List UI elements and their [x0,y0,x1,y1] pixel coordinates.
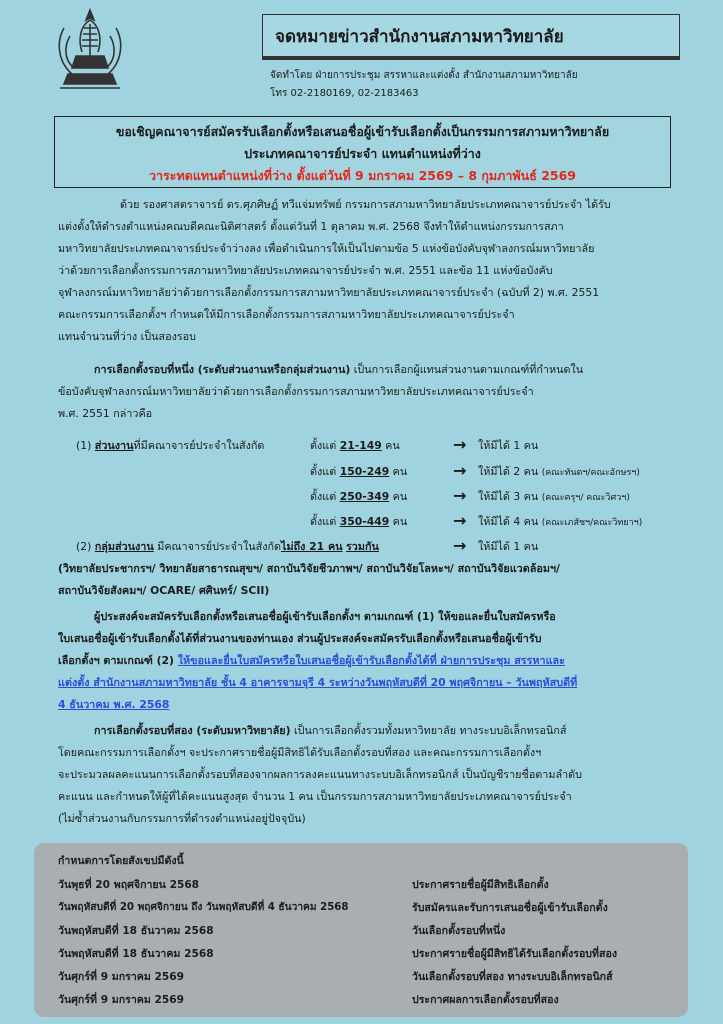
round1-rest: เป็นการเลือกผู้แทนส่วนงานตามเกณฑ์ที่กำหนดใน [350,363,584,376]
chula-crest-icon [50,6,130,94]
group-seats: ให้มีได้ 1 คน [478,540,539,553]
arrow-right-icon: → [453,536,467,555]
application-line: เลือกตั้งฯ ตามเกณฑ์ (2) ให้ขอและยื่นใบสมัครหรือใบเสนอชื่อผู้เข้ารับเลือกตั้งได้ที่ ฝ่ายการประชุม สรรหาและ [58,654,565,667]
round1-line: ข้อบังคับจุฬาลงกรณ์มหาวิทยาลัยว่าด้วยการเลือกตั้งกรรมการสภามหาวิทยาลัยประเภทคณาจารย์ประจำ [58,385,534,398]
phone-text: โทร 02-2180169, 02-2183463 [270,88,419,99]
application-line: ใบเสนอชื่อผู้เข้ารับเลือกตั้งได้ที่ส่วนงานของท่านเอง ส่วนผู้ประสงค์จะสมัครรับเลือกตั้งหรือเสนอชื่อผู้เข้ารับ [58,632,542,645]
publisher-text: จัดทำโดย ฝ่ายการประชุม สรรหาและแต่งตั้ง สำนักงานสภามหาวิทยาลัย [270,70,578,81]
round2-heading: การเลือกตั้งรอบที่สอง (ระดับมหาวิทยาลัย) [94,724,291,737]
range-seats: ให้มีได้ 2 คน (คณะทันตฯ/คณะอักษรฯ) [478,465,640,478]
group-units-list: (วิทยาลัยประชากรฯ/ วิทยาลัยสาธารณสุขฯ/ สถาบันวิจัยชีวภาพฯ/ สถาบันวิจัยโลหะฯ/ สถาบันวิจัยแวดล้อมฯ/ [58,562,560,575]
range-seats: ให้มีได้ 4 คน (คณะเภสัชฯ/คณะวิทยาฯ) [478,515,643,528]
intro-line: คณะกรรมการเลือกตั้งฯ กำหนดให้มีการเลือกตั้งกรรมการสภามหาวิทยาลัยประเภทคณาจารย์ประจำ [58,308,515,321]
application-location-link[interactable]: แต่งตั้ง สำนักงานสภามหาวิทยาลัย ชั้น 4 อาคารจามจุรี 4 ระหว่างวันพฤหัสบดีที่ 20 พฤศจิกายน – วันพฤหัสบดีที่ [58,676,578,689]
schedule-date: วันพฤหัสบดีที่ 18 ธันวาคม 2568 [58,925,214,937]
title-line-2: ประเภทคณาจารย์ประจำ แทนตำแหน่งที่ว่าง [244,146,481,161]
newsletter-title: จดหมายข่าวสำนักงานสภามหาวิทยาลัย [262,14,680,60]
range-seats: ให้มีได้ 3 คน (คณะครุฯ/ คณะวิศวฯ) [478,490,630,503]
arrow-right-icon: → [453,435,467,454]
group-units-list: สถาบันวิจัยสังคมฯ/ OCARE/ ศศินทร์/ SCII) [58,584,270,597]
schedule-event: ประกาศรายชื่อผู้มีสิทธิเลือกตั้ง [412,879,549,891]
schedule-date: วันศุกร์ที่ 9 มกราคม 2569 [58,994,185,1006]
intro-line: ด้วย รองศาสตราจารย์ ดร.ศุภศิษฏ์ ทวีแจ่มทรัพย์ กรรมการสภามหาวิทยาลัยประเภทคณาจารย์ประจำ ได้รับ [120,198,611,211]
criterion-1: (1) ส่วนงานที่มีคณาจารย์ประจำในสังกัด [76,439,265,452]
range-row: ตั้งแต่ 250-349 คน [310,490,408,503]
round2-line: คะแนน และกำหนดให้ผู้ที่ได้คะแนนสูงสุด จำนวน 1 คน เป็นกรรมการสภามหาวิทยาลัยประเภทคณาจารย์ประจำ [58,790,572,803]
round2-line: (ไม่ซ้ำส่วนงานกับกรรมการที่ดำรงตำแหน่งอยู่ปัจจุบัน) [58,812,306,825]
arrow-right-icon: → [453,461,467,480]
schedule-event: ประกาศผลการเลือกตั้งรอบที่สอง [412,994,559,1006]
round1-heading: การเลือกตั้งรอบที่หนึ่ง (ระดับส่วนงานหรือกลุ่มส่วนงาน) [94,363,351,376]
range-row: ตั้งแต่ 21-149 คน [310,439,400,452]
schedule-event: ประกาศรายชื่อผู้มีสิทธิได้รับเลือกตั้งรอบที่สอง [412,948,618,960]
intro-line: แต่งตั้งให้ดำรงตำแหน่งคณบดีคณะนิติศาสตร์ ตั้งแต่วันที่ 1 ตุลาคม พ.ศ. 2568 จึงทำให้ตำแหน่งกรรมการสภา [58,220,564,233]
schedule-date: วันพุธที่ 20 พฤศจิกายน 2568 [58,879,200,891]
schedule-title: กำหนดการโดยสังเขปมีดังนี้ [58,855,184,867]
range-row: ตั้งแต่ 150-249 คน [310,465,408,478]
intro-line: มหาวิทยาลัยประเภทคณาจารย์ประจำว่างลง เพื่อดำเนินการให้เป็นไปตามข้อ 5 แห่งข้อบังคับจุฬาลงกรณ์มหาวิทยาลัย [58,242,595,255]
round2-intro: การเลือกตั้งรอบที่สอง (ระดับมหาวิทยาลัย) เป็นการเลือกตั้งรวมทั้งมหาวิทยาลัย ทางระบบอิเล็กทรอนิกส์ [94,724,567,737]
term-period: วาระทดแทนตำแหน่งที่ว่าง ตั้งแต่วันที่ 9 มกราคม 2569 – 8 กุมภาพันธ์ 2569 [149,168,576,183]
application-period-link[interactable]: 4 ธันวาคม พ.ศ. 2568 [58,698,170,711]
application-location-link[interactable]: ให้ขอและยื่นใบสมัครหรือใบเสนอชื่อผู้เข้ารับเลือกตั้งได้ที่ ฝ่ายการประชุม สรรหาและ [177,654,565,667]
unit-label: ส่วนงาน [94,439,134,452]
schedule-event: วันเลือกตั้งรอบที่หนึ่ง [412,925,506,937]
intro-line: แทนจำนวนที่ว่าง เป็นสองรอบ [58,330,197,343]
announcement-title-box [54,116,671,188]
round1-line: พ.ศ. 2551 กล่าวคือ [58,407,153,420]
arrow-right-icon: → [453,511,467,530]
schedule-date: วันพฤหัสบดีที่ 20 พฤศจิกายน ถึง วันพฤหัสบดีที่ 4 ธันวาคม 2568 [58,902,349,913]
intro-line: จุฬาลงกรณ์มหาวิทยาลัยว่าด้วยการเลือกตั้งกรรมการสภามหาวิทยาลัยประเภทคณาจารย์ประจำ (ฉบับที่ 2) พ.ศ. 2551 [58,286,600,299]
round1-intro [94,361,583,378]
round2-line: โดยคณะกรรมการเลือกตั้งฯ จะประกาศรายชื่อผู้มีสิทธิได้รับเลือกตั้งรอบที่สอง และคณะกรรมการเลือกตั้งฯ [58,746,542,759]
application-line: ผู้ประสงค์จะสมัครรับเลือกตั้งหรือเสนอชื่อผู้เข้ารับเลือกตั้งฯ ตามเกณฑ์ (1) ให้ขอและยื่นใบสมัครหรือ [94,610,556,623]
round2-line: จะประมวลผลคะแนนการเลือกตั้งรอบที่สองจากผลการลงคะแนนทางระบบอิเล็กทรอนิกส์ เป็นบัญชีรายชื่อตามลำดับ [58,768,583,781]
title-line-1: ขอเชิญคณาจารย์สมัครรับเลือกตั้งหรือเสนอชื่อผู้เข้ารับเลือกตั้งเป็นกรรมการสภามหาวิทยาลัย [115,124,610,139]
schedule-date: วันศุกร์ที่ 9 มกราคม 2569 [58,971,185,983]
arrow-right-icon: → [453,486,467,505]
criterion-2: (2) กลุ่มส่วนงาน มีคณาจารย์ประจำในสังกัดไม่ถึง 21 คน รวมกัน [76,540,379,553]
schedule-date: วันพฤหัสบดีที่ 18 ธันวาคม 2568 [58,948,214,960]
schedule-event: รับสมัครและรับการเสนอชื่อผู้เข้ารับเลือกตั้ง [412,902,608,914]
range-row: ตั้งแต่ 350-449 คน [310,515,408,528]
schedule-event: วันเลือกตั้งรอบที่สอง ทางระบบอิเล็กทรอนิกส์ [412,971,613,983]
intro-line: ว่าด้วยการเลือกตั้งกรรมการสภามหาวิทยาลัยประเภทคณาจารย์ประจำ พ.ศ. 2551 และข้อ 11 แห่งข้อบังคับ [58,264,553,277]
range-seats: ให้มีได้ 1 คน [478,439,539,452]
